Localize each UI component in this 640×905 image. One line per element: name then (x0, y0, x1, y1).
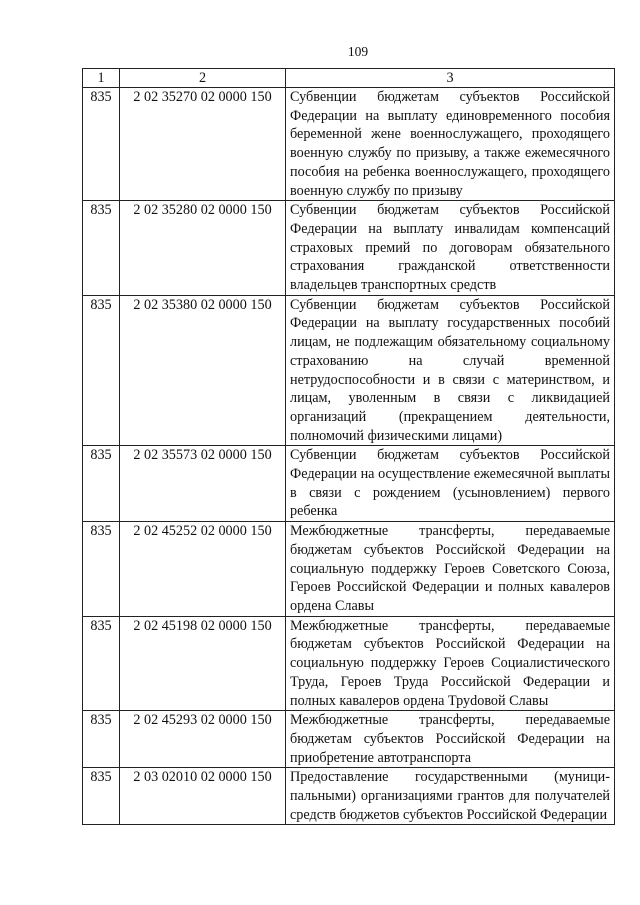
admin-code-cell: 835 (83, 768, 120, 825)
admin-code-cell: 835 (83, 295, 120, 446)
column-header-2: 2 (120, 69, 286, 88)
budget-codes-table (82, 68, 615, 825)
table-row (83, 201, 615, 296)
description-cell: Межбюджетные трансферты, передаваемые бюджетам субъектов Российской Федерации на приобретение автотранспорта (286, 711, 615, 768)
admin-code-cell: 835 (83, 446, 120, 522)
budget-code-cell: 2 02 35573 02 0000 150 (120, 446, 286, 522)
admin-code-cell: 835 (83, 88, 120, 201)
description-cell: Субвенции бюджетам субъектов Российской Федерации на осуществление ежемесячной выплаты в связи с рождением (усыновлением) первого ребенка (286, 446, 615, 522)
admin-code-cell: 835 (83, 616, 120, 711)
table-row (83, 711, 615, 768)
description-cell: Субвенции бюджетам субъектов Российской Федерации на выплату единовременного пособия беременной жене военнослужащего, проходящего военную службу по призыву, а также ежемесячного пособия на ребенка военнослужащего, проходящего военную службу по призыву (286, 88, 615, 201)
table-row (83, 616, 615, 711)
column-header-1: 1 (83, 69, 120, 88)
table-row (83, 88, 615, 201)
admin-code-cell: 835 (83, 522, 120, 617)
budget-code-cell: 2 02 45198 02 0000 150 (120, 616, 286, 711)
description-cell: Субвенции бюджетам субъектов Российской Федерации на выплату инвалидам компенсаций страховых премий по договорам обязательного страхования гражданской ответственности владельцев транспортных средств (286, 201, 615, 296)
description-cell: Межбюджетные трансферты, передаваемые бюджетам субъектов Российской Федерации на социальную поддержку Героев Советского Союза, Героев Российской Федерации и полных кавалеров ордена Славы (286, 522, 615, 617)
column-header-3: 3 (286, 69, 615, 88)
page-number: 109 (347, 44, 369, 59)
budget-code-cell: 2 03 02010 02 0000 150 (120, 768, 286, 825)
table-row (83, 768, 615, 825)
table-row (83, 295, 615, 446)
budget-code-cell: 2 02 35380 02 0000 150 (120, 295, 286, 446)
budget-code-cell: 2 02 35280 02 0000 150 (120, 201, 286, 296)
admin-code-cell: 835 (83, 711, 120, 768)
budget-code-cell: 2 02 45252 02 0000 150 (120, 522, 286, 617)
description-cell: Межбюджетные трансферты, передаваемые бюджетам субъектов Российской Федерации на социальную поддержку Героев Социалистического Труда, Героев Труда Российской Федерации и полных кавалеров ордена Труdовой Славы (286, 616, 615, 711)
budget-code-cell: 2 02 35270 02 0000 150 (120, 88, 286, 201)
table-row (83, 446, 615, 522)
table-header-row (83, 69, 615, 88)
description-cell: Субвенции бюджетам субъектов Российской Федерации на выплату государственных пособий лицам, не подлежащим обязательному социальному страхованию на случай временной нетрудоспособности и в связи с материнством, и лицам, уволенным в связи с ликвидацией организаций (прекращением деятельности, полномочий физическими лицами) (286, 295, 615, 446)
description-cell: Предоставление государственными (муниципальными) организациями грантов для получателей средств бюджетов субъектов Российской Федерации (286, 768, 615, 825)
admin-code-cell: 835 (83, 201, 120, 296)
budget-code-cell: 2 02 45293 02 0000 150 (120, 711, 286, 768)
table-row (83, 522, 615, 617)
